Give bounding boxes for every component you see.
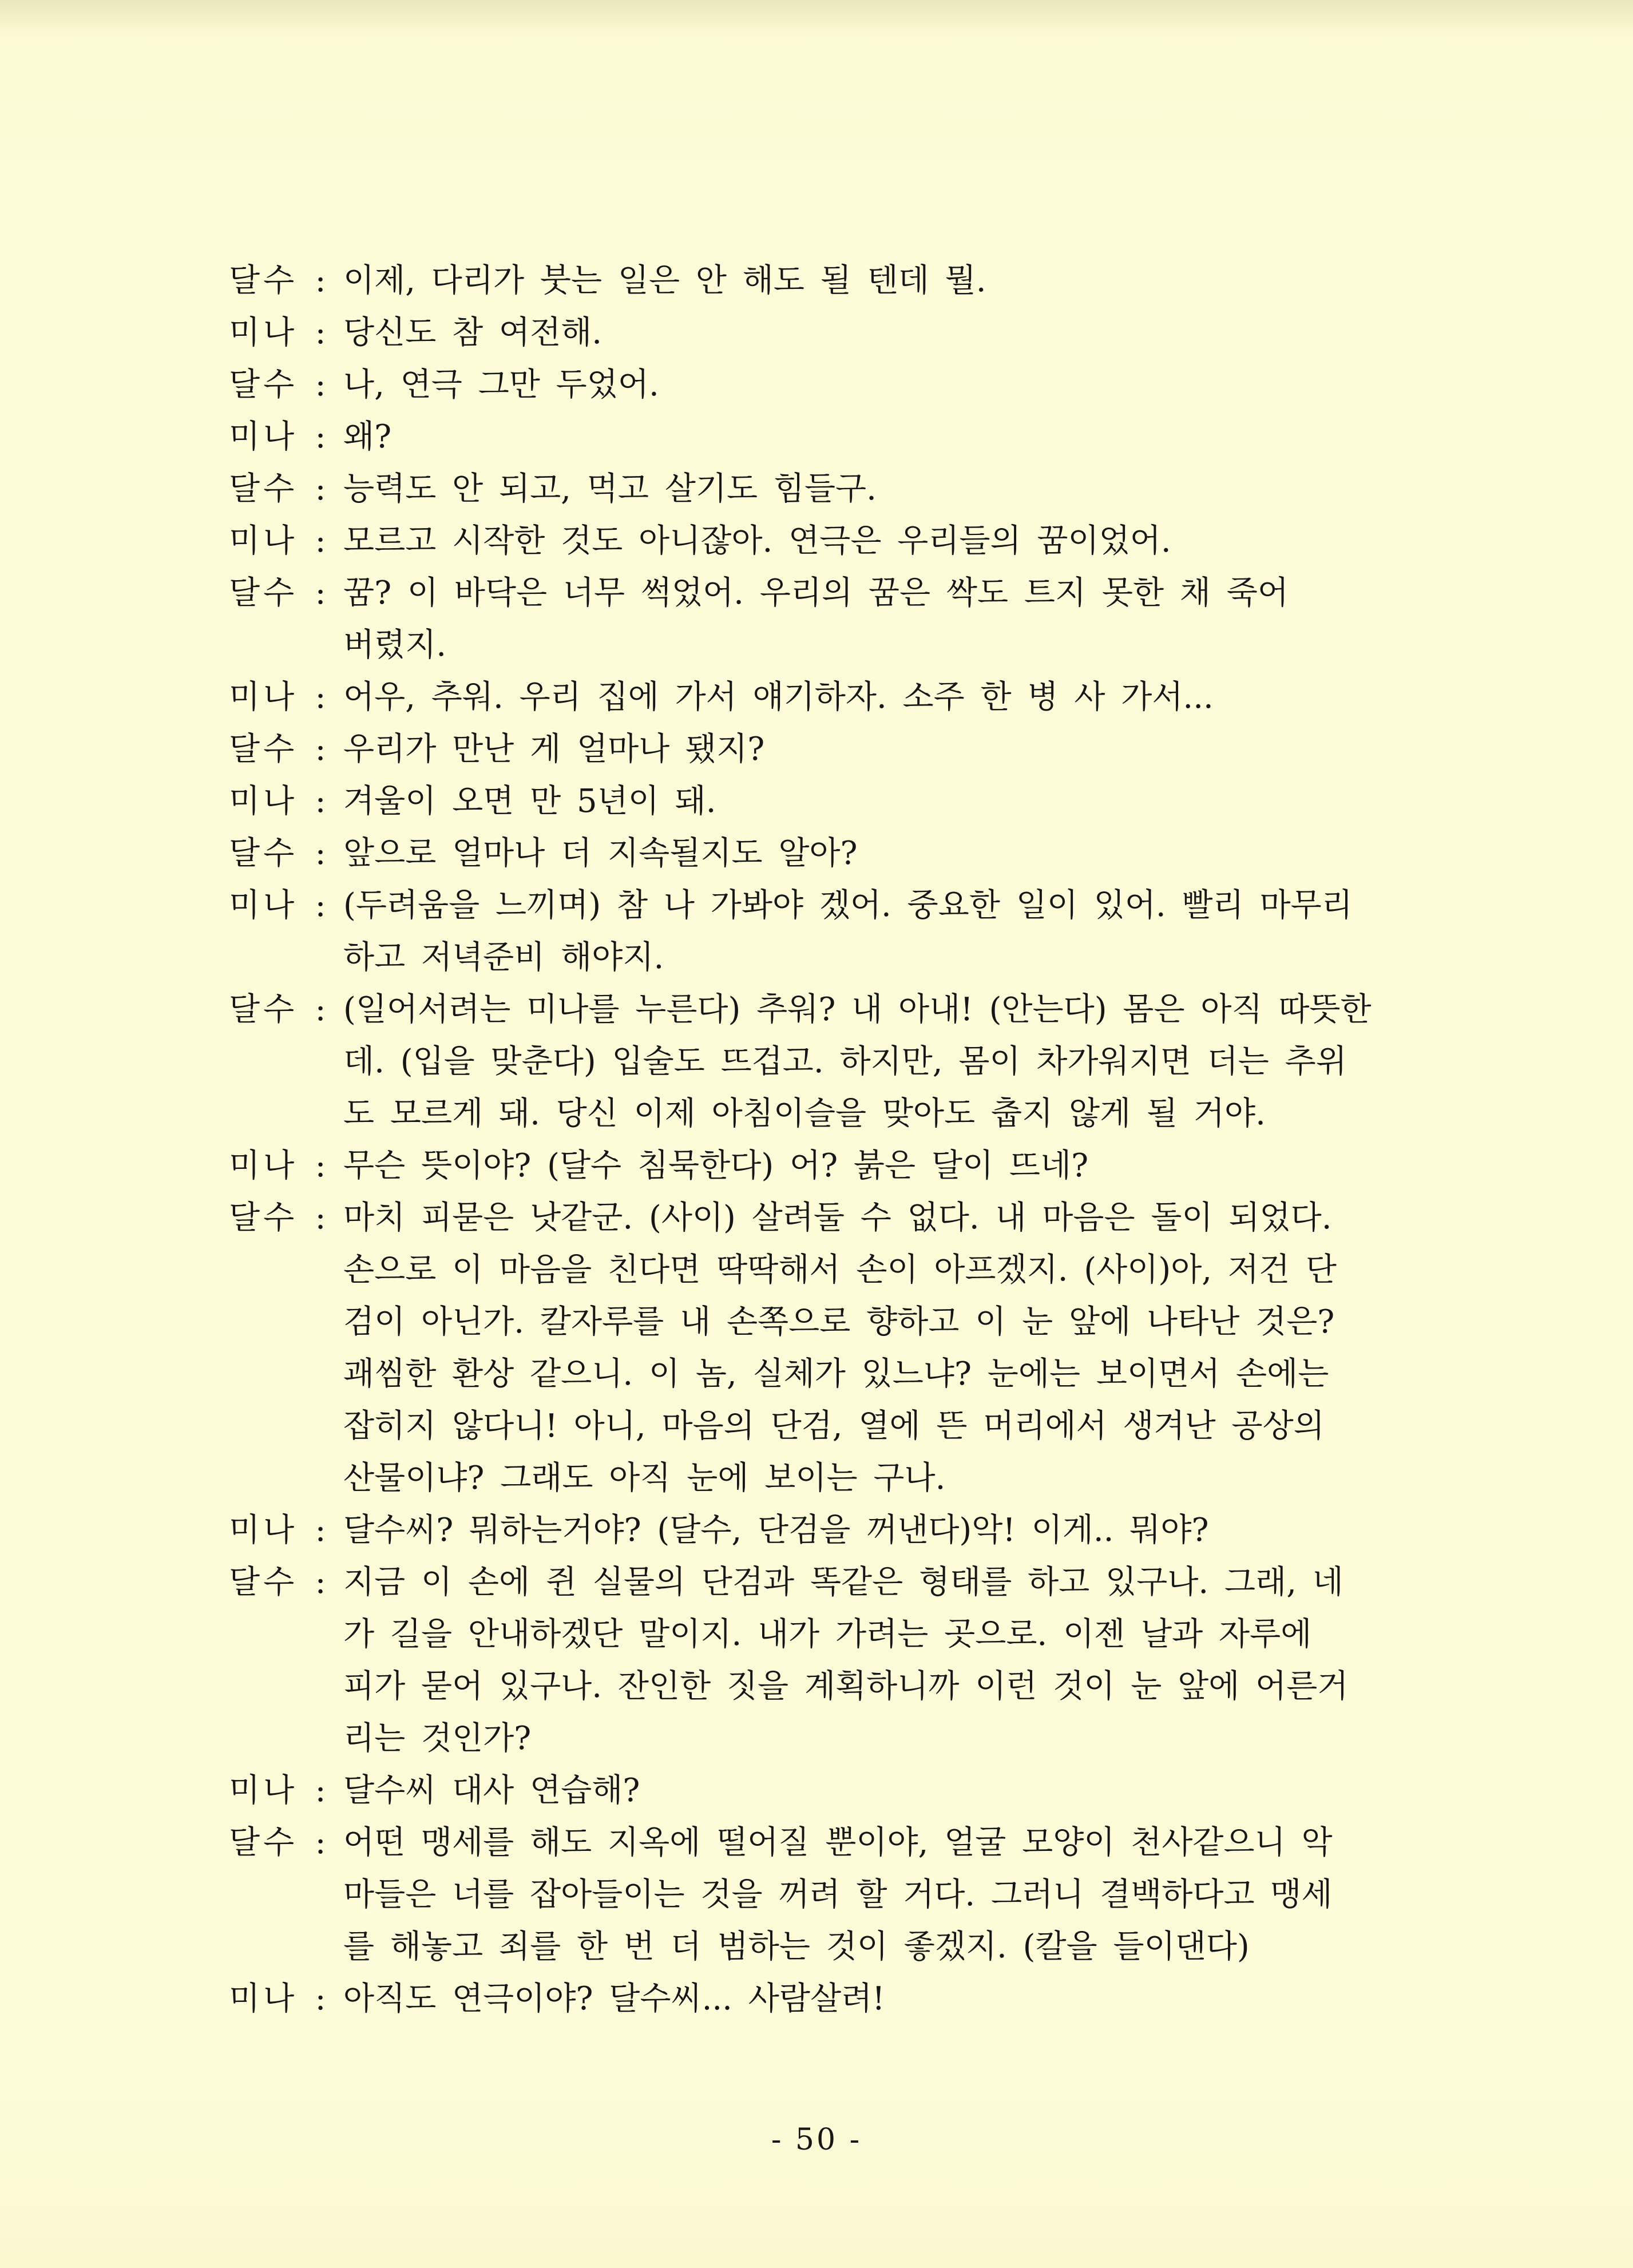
dialogue-line [229,1192,1396,1244]
dialogue-text: (두려움을 느끼며) 참 나 가봐야 겠어. 중요한 일이 있어. 빨리 마무리 [343,887,1353,924]
dialogue-line [229,1140,1396,1192]
speaker-name: 달수 [229,1824,298,1861]
speaker-name: 미나 [229,1772,298,1809]
dialogue-line [229,1973,1396,2025]
dialogue-text: 우리가 만난 게 얼마나 됐지? [343,731,765,768]
speaker-colon: : [315,1564,326,1601]
dialogue-text: 가 길을 안내하겠단 말이지. 내가 가려는 곳으로. 이젠 날과 자루에 [343,1616,1312,1653]
dialogue-continuation [229,1088,1396,1140]
dialogue-text: 괘씸한 환상 같으니. 이 놈, 실체가 있느냐? 눈에는 보이면서 손에는 [343,1355,1329,1393]
page-number: - 50 - [771,2123,862,2157]
dialogue-line [229,411,1396,463]
speaker-colon: : [315,835,326,872]
dialogue-block [229,255,1396,2025]
dialogue-text: 도 모르게 돼. 당신 이제 아침이슬을 맞아도 춥지 않게 될 거야. [343,1095,1266,1132]
dialogue-text: 버렸지. [343,627,447,664]
speaker-colon: : [315,1772,326,1809]
speaker-colon: : [315,731,326,768]
speaker-name: 미나 [229,679,298,716]
dialogue-continuation [229,1348,1396,1400]
speaker-colon: : [315,1980,326,2017]
dialogue-continuation [229,1660,1396,1712]
dialogue-text: 어우, 추워. 우리 집에 가서 얘기하자. 소주 한 병 사 가서... [343,679,1214,716]
speaker-colon: : [315,314,326,351]
dialogue-line [229,775,1396,827]
speaker-name: 미나 [229,1980,298,2017]
dialogue-line [229,1556,1396,1608]
speaker-name: 달수 [229,1564,298,1601]
dialogue-line [229,984,1396,1036]
speaker-colon: : [315,574,326,612]
dialogue-continuation [229,1712,1396,1765]
dialogue-text: 꿈? 이 바닥은 너무 썩었어. 우리의 꿈은 싹도 트지 못한 채 죽어 [343,574,1289,612]
speaker-colon: : [315,783,326,820]
dialogue-text: 이제, 다리가 붓는 일은 안 해도 될 텐데 뭘. [343,262,986,299]
dialogue-continuation [229,1036,1396,1088]
dialogue-text: 피가 묻어 있구나. 잔인한 짓을 계획하니까 이런 것이 눈 앞에 어른거 [343,1668,1349,1705]
speaker-name: 미나 [229,887,298,924]
speaker-colon: : [315,1199,326,1236]
speaker-name: 달수 [229,731,298,768]
speaker-name: 달수 [229,1199,298,1236]
dialogue-line [229,515,1396,567]
dialogue-text: 손으로 이 마음을 친다면 딱딱해서 손이 아프겠지. (사이)아, 저건 단 [343,1251,1337,1288]
speaker-name: 달수 [229,991,298,1028]
scan-shadow [0,0,1633,34]
dialogue-continuation [229,1296,1396,1348]
speaker-colon: : [315,262,326,299]
speaker-name: 미나 [229,522,298,560]
dialogue-text: 모르고 시작한 것도 아니잖아. 연극은 우리들의 꿈이었어. [343,522,1171,560]
dialogue-text: 앞으로 얼마나 더 지속될지도 알아? [343,835,858,872]
dialogue-text: 능력도 안 되고, 먹고 살기도 힘들구. [343,470,877,507]
dialogue-line [229,1817,1396,1869]
speaker-name: 미나 [229,783,298,820]
dialogue-line [229,359,1396,411]
dialogue-text: 하고 저녁준비 해야지. [343,939,664,976]
dialogue-text: 왜? [343,418,392,455]
speaker-colon: : [315,522,326,560]
speaker-colon: : [315,1512,326,1549]
speaker-colon: : [315,679,326,716]
speaker-colon: : [315,418,326,455]
dialogue-text: 달수씨 대사 연습해? [343,1772,640,1809]
dialogue-text: 데. (입을 맞춘다) 입술도 뜨겁고. 하지만, 몸이 차가워지면 더는 추위 [343,1043,1347,1080]
dialogue-text: (일어서려는 미나를 누른다) 추워? 내 아내! (안는다) 몸은 아직 따뜻한 [343,991,1372,1028]
dialogue-line [229,671,1396,723]
dialogue-line [229,307,1396,359]
speaker-colon: : [315,366,326,403]
speaker-name: 달수 [229,366,298,403]
dialogue-line [229,723,1396,775]
dialogue-text: 산물이냐? 그래도 아직 눈에 보이는 구나. [343,1460,946,1497]
speaker-name: 미나 [229,1147,298,1184]
dialogue-continuation [229,1452,1396,1504]
dialogue-text: 어떤 맹세를 해도 지옥에 떨어질 뿐이야, 얼굴 모양이 천사같으니 악 [343,1824,1333,1861]
dialogue-line [229,1765,1396,1817]
dialogue-line [229,879,1396,931]
dialogue-text: 마들은 너를 잡아들이는 것을 꺼려 할 거다. 그러니 결백하다고 맹세 [343,1876,1333,1913]
speaker-colon: : [315,887,326,924]
dialogue-continuation [229,1244,1396,1296]
dialogue-line [229,1504,1396,1556]
dialogue-text: 를 해놓고 죄를 한 번 더 범하는 것이 좋겠지. (칼을 들이댄다) [343,1928,1250,1965]
dialogue-text: 겨울이 오면 만 5년이 돼. [343,783,716,820]
dialogue-continuation [229,1400,1396,1452]
dialogue-text: 나, 연극 그만 두었어. [343,366,659,403]
dialogue-continuation [229,619,1396,671]
dialogue-text: 검이 아닌가. 칼자루를 내 손쪽으로 향하고 이 눈 앞에 나타난 것은? [343,1303,1335,1341]
speaker-name: 달수 [229,262,298,299]
dialogue-line [229,567,1396,619]
dialogue-text: 리는 것인가? [343,1720,532,1757]
dialogue-continuation [229,931,1396,984]
dialogue-text: 달수씨? 뭐하는거야? (달수, 단검을 꺼낸다)악! 이게.. 뭐야? [343,1512,1209,1549]
speaker-name: 미나 [229,418,298,455]
dialogue-continuation [229,1921,1396,1973]
dialogue-continuation [229,1869,1396,1921]
speaker-name: 달수 [229,574,298,612]
dialogue-text: 당신도 참 여전해. [343,314,603,351]
dialogue-text: 아직도 연극이야? 달수씨... 사람살려! [343,1980,885,2017]
dialogue-line [229,255,1396,307]
speaker-name: 달수 [229,835,298,872]
dialogue-line [229,827,1396,879]
dialogue-text: 무슨 뜻이야? (달수 침묵한다) 어? 붉은 달이 뜨네? [343,1147,1089,1184]
dialogue-line [229,463,1396,515]
speaker-colon: : [315,470,326,507]
speaker-colon: : [315,1824,326,1861]
dialogue-text: 지금 이 손에 쥔 실물의 단검과 똑같은 형태를 하고 있구나. 그래, 네 [343,1564,1343,1601]
speaker-colon: : [315,991,326,1028]
speaker-name: 미나 [229,1512,298,1549]
dialogue-text: 잡히지 않다니! 아니, 마음의 단검, 열에 뜬 머리에서 생겨난 공상의 [343,1407,1325,1445]
speaker-name: 미나 [229,314,298,351]
dialogue-continuation [229,1608,1396,1660]
speaker-name: 달수 [229,470,298,507]
dialogue-text: 마치 피묻은 낫같군. (사이) 살려둘 수 없다. 내 마음은 돌이 되었다. [343,1199,1332,1236]
speaker-colon: : [315,1147,326,1184]
